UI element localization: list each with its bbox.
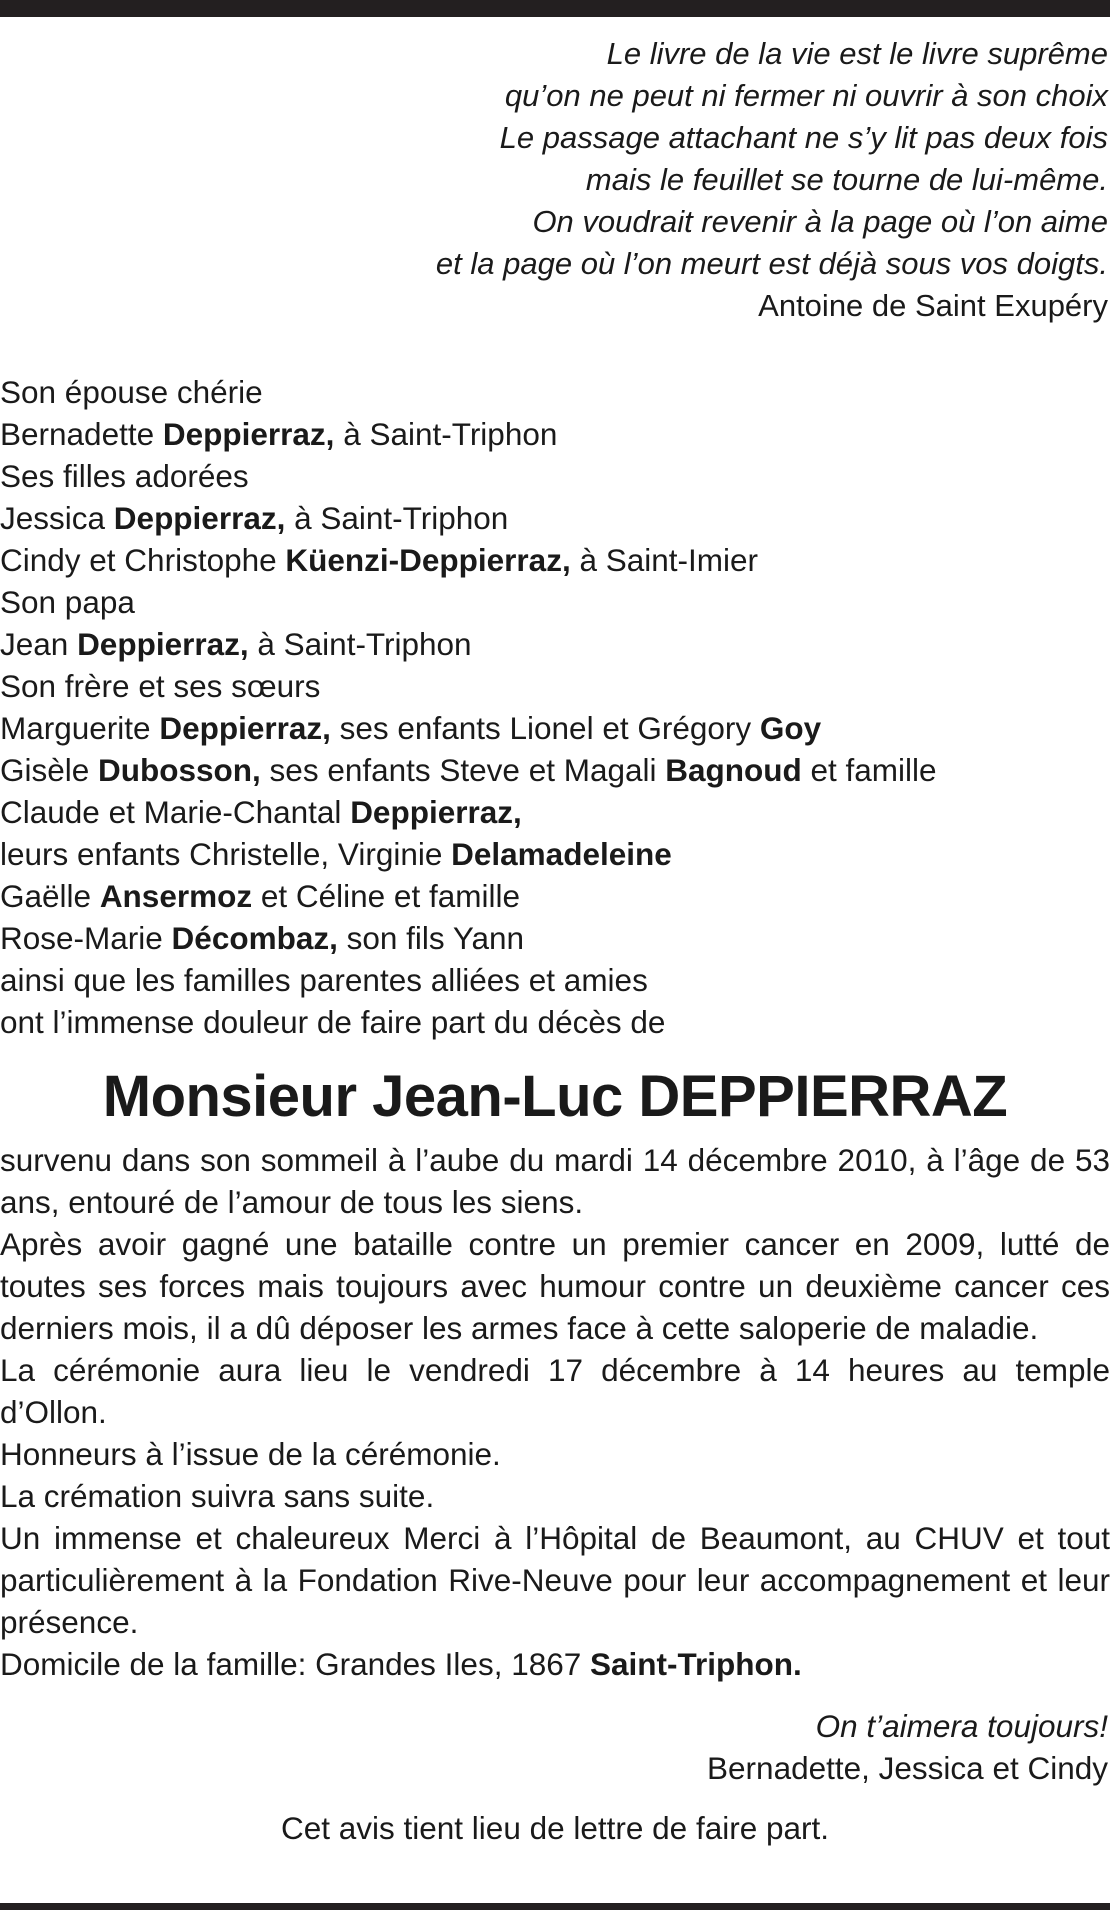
poem-line: On voudrait revenir à la page où l’on aime [532, 204, 1108, 239]
family-line: ont l’immense douleur de faire part du décès de [0, 1004, 666, 1040]
deceased-name: Monsieur Jean-Luc DEPPIERRAZ [102, 1064, 1008, 1129]
family-list [0, 371, 1110, 1043]
family-line: Son épouse chérie [0, 374, 263, 410]
family-line: Gisèle Dubosson, ses enfants Steve et Magali Bagnoud et famille [0, 752, 937, 788]
family-line: leurs enfants Christelle, Virginie Delamadeleine [0, 836, 672, 872]
family-line: Gaëlle Ansermoz et Céline et famille [0, 878, 520, 914]
poem-line: et la page où l’on meurt est déjà sous vos doigts. [435, 246, 1108, 281]
family-line: Jessica Deppierraz, à Saint-Triphon [0, 500, 509, 536]
body-paragraph: Honneurs à l’issue de la cérémonie. [0, 1436, 501, 1472]
family-line: Ses filles adorées [0, 458, 249, 494]
obituary-page [0, 33, 1110, 1849]
family-line: Marguerite Deppierraz, ses enfants Lionel et Grégory Goy [0, 710, 822, 746]
body-paragraph: Un immense et chaleureux Merci à l’Hôpital de Beaumont, au CHUV et tout particulièrement à la Fondation Rive-Neuve pour leur accompagnement et leur présence. [0, 1520, 1110, 1640]
poem-line: Le livre de la vie est le livre suprême [606, 36, 1108, 71]
poem-line: qu’on ne peut ni fermer ni ouvrir à son choix [504, 78, 1108, 113]
bottom-rule [0, 1903, 1110, 1910]
family-line: ainsi que les familles parentes alliées et amies [0, 962, 648, 998]
family-line: Jean Deppierraz, à Saint-Triphon [0, 626, 472, 662]
body-paragraph: Après avoir gagné une bataille contre un premier cancer en 2009, lutté de toutes ses forces mais toujours avec humour contre un deuxième cancer ces derniers mois, il a dû déposer les armes face à cette saloperie de maladie. [0, 1226, 1110, 1346]
family-line: Cindy et Christophe Küenzi-Deppierraz, à Saint-Imier [0, 542, 759, 578]
poem-author: Antoine de Saint Exupéry [758, 288, 1108, 323]
signoff-names: Bernadette, Jessica et Cindy [707, 1750, 1108, 1786]
poem [0, 33, 1110, 327]
family-line: Bernadette Deppierraz, à Saint-Triphon [0, 416, 558, 452]
poem-line: mais le feuillet se tourne de lui-même. [585, 162, 1108, 197]
family-line: Claude et Marie-Chantal Deppierraz, [0, 794, 522, 830]
body-paragraph: survenu dans son sommeil à l’aube du mardi 14 décembre 2010, à l’âge de 53 ans, entouré de l’amour de tous les siens. [0, 1142, 1110, 1220]
signoff-motto: On t’aimera toujours! [815, 1708, 1108, 1744]
announcement-body [0, 1139, 1110, 1685]
top-rule [0, 0, 1110, 17]
signoff [0, 1705, 1110, 1789]
body-paragraph: La cérémonie aura lieu le vendredi 17 décembre à 14 heures au temple d’Ollon. [0, 1352, 1110, 1430]
family-line: Rose-Marie Décombaz, son fils Yann [0, 920, 525, 956]
family-line: Son frère et ses sœurs [0, 668, 321, 704]
family-address: Domicile de la famille: Grandes Iles, 1867 Saint-Triphon. [0, 1646, 802, 1682]
poem-line: Le passage attachant ne s’y lit pas deux fois [499, 120, 1108, 155]
notice-line: Cet avis tient lieu de lettre de faire part. [280, 1810, 830, 1846]
family-line: Son papa [0, 584, 135, 620]
body-paragraph: La crémation suivra sans suite. [0, 1478, 435, 1514]
